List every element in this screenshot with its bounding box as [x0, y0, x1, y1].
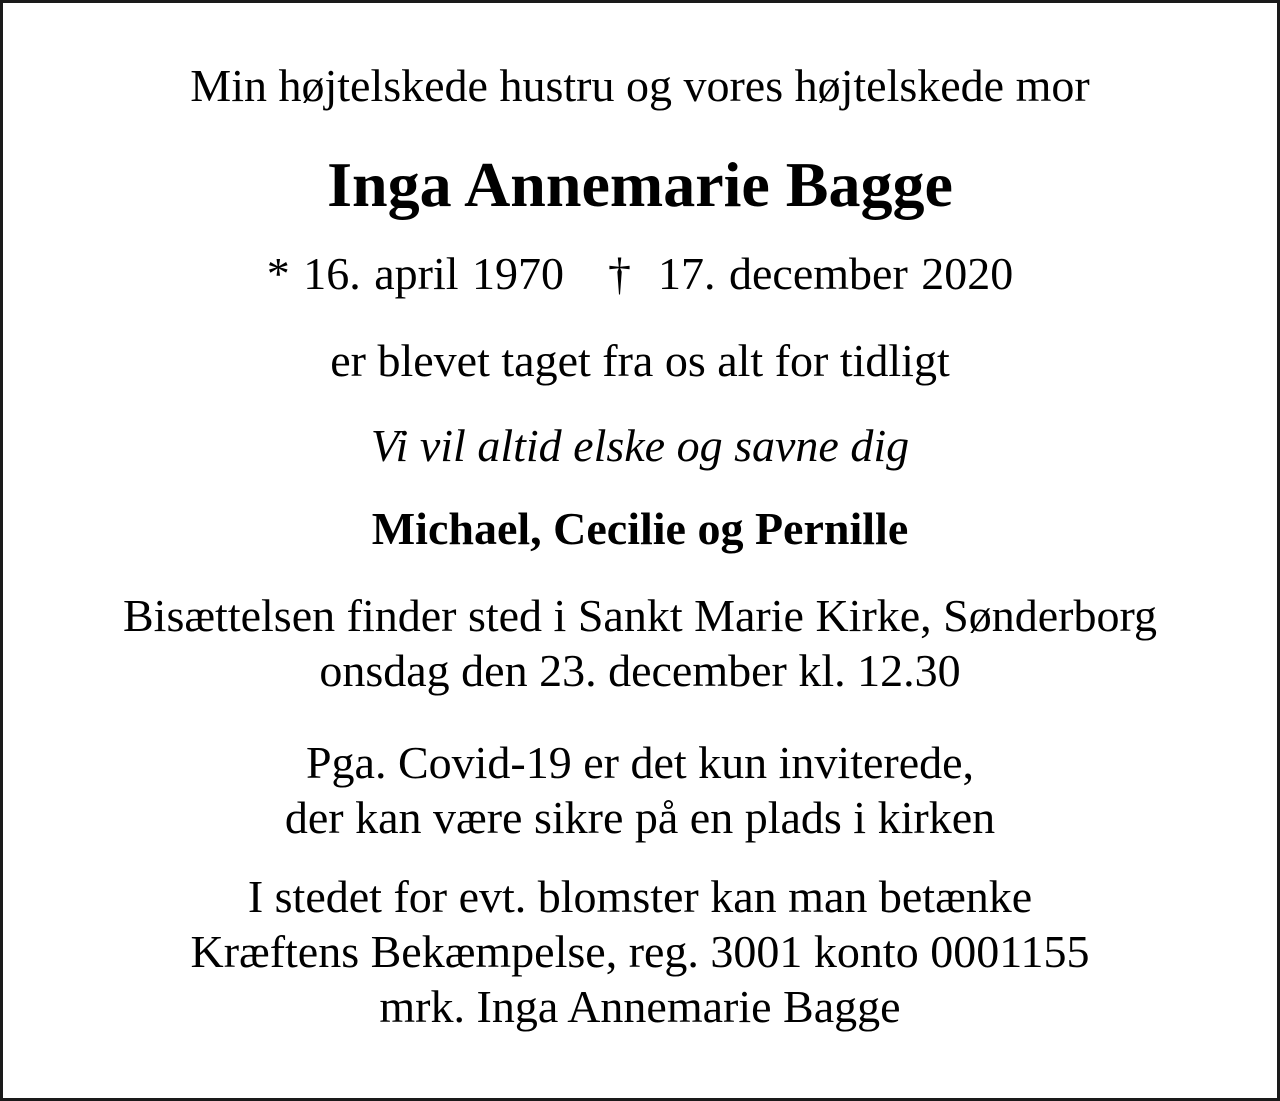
covid-line: Pga. Covid-19 er det kun inviterede, [305, 737, 975, 788]
covid-line: der kan være sikre på en plads i kirken [284, 792, 996, 843]
death-date: † 17. december 2020 [608, 248, 1014, 299]
donation-line: mrk. Inga Annemarie Bagge [379, 981, 901, 1032]
birth-date: * 16. april 1970 [266, 248, 564, 299]
life-dates [3, 248, 1277, 299]
donation-line: I stedet for evt. blomster kan man betænke [247, 871, 1033, 922]
donation-info [3, 869, 1277, 1034]
funeral-line: Bisættelsen finder sted i Sankt Marie Kirke, Sønderborg [123, 590, 1157, 641]
covid-info [3, 735, 1277, 845]
intro-text: Min højtelskede hustru og vores højtelskede mor [190, 60, 1090, 111]
funeral-info [3, 588, 1277, 698]
family-names: Michael, Cecilie og Pernille [371, 503, 909, 554]
taken-text: er blevet taget fra os alt for tidligt [330, 335, 950, 386]
love-text: Vi vil altid elske og savne dig [370, 420, 910, 471]
funeral-line: onsdag den 23. december kl. 12.30 [319, 645, 961, 696]
donation-line: Kræftens Bekæmpelse, reg. 3001 konto 0001155 [190, 926, 1090, 977]
deceased-name: Inga Annemarie Bagge [327, 149, 953, 220]
